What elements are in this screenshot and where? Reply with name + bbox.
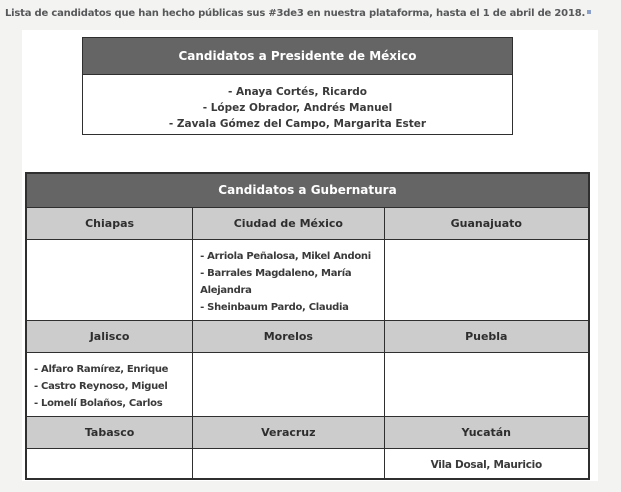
candidates-cell-puebla: [384, 352, 589, 416]
state-header-morelos: Morelos: [193, 320, 384, 352]
president-table: [82, 37, 513, 135]
president-candidate: - Zavala Gómez del Campo, Margarita Ester: [168, 118, 427, 130]
candidates-cell-morelos: [193, 352, 384, 416]
candidates-cell-tabasco: [26, 448, 193, 479]
governor-candidate: - Alfaro Ramírez, Enrique: [34, 363, 169, 375]
state-header-veracruz: Veracruz: [193, 416, 384, 448]
link-marker-icon: [587, 10, 591, 14]
candidates-cell-veracruz: [193, 448, 384, 479]
candidates-cell-guanajuato: [384, 239, 589, 320]
state-header-puebla: Puebla: [384, 320, 589, 352]
candidates-cell-jalisco: [26, 352, 193, 416]
governor-candidate: - Arriola Peñalosa, Mikel Andoni: [200, 250, 371, 262]
candidates-cell-ciudad-de-mexico: [193, 239, 384, 320]
governor-candidate: - Lomelí Bolaños, Carlos: [34, 397, 163, 409]
president-table-title: Candidatos a Presidente de México: [82, 37, 513, 75]
governor-table-title: Candidatos a Gubernatura: [26, 173, 589, 207]
intro-text-label: Lista de candidatos que han hecho públicas sus #3de3 en nuestra plataforma, hasta el 1 de abril de 2018.: [5, 8, 586, 19]
president-candidates-cell: [82, 75, 513, 135]
candidates-cell-yucatan: [384, 448, 589, 479]
content-panel: [22, 30, 598, 481]
intro-text: [5, 8, 605, 19]
governor-candidate: - Sheinbaum Pardo, Claudia: [200, 301, 349, 313]
state-header-guanajuato: Guanajuato: [384, 207, 589, 239]
state-header-yucatan: Yucatán: [384, 416, 589, 448]
governor-candidate: Vila Dosal, Mauricio: [430, 458, 542, 471]
governor-candidate: - Castro Reynoso, Miguel: [34, 380, 168, 392]
president-candidate: - Anaya Cortés, Ricardo: [228, 86, 367, 98]
president-candidate: - López Obrador, Andrés Manuel: [202, 102, 393, 114]
governor-table: [25, 172, 590, 480]
state-header-chiapas: Chiapas: [26, 207, 193, 239]
state-header-tabasco: Tabasco: [26, 416, 193, 448]
state-header-jalisco: Jalisco: [26, 320, 193, 352]
state-header-ciudad-de-mexico: Ciudad de México: [193, 207, 384, 239]
governor-candidate: - Barrales Magdaleno, María Alejandra: [200, 267, 352, 296]
candidates-cell-chiapas: [26, 239, 193, 320]
